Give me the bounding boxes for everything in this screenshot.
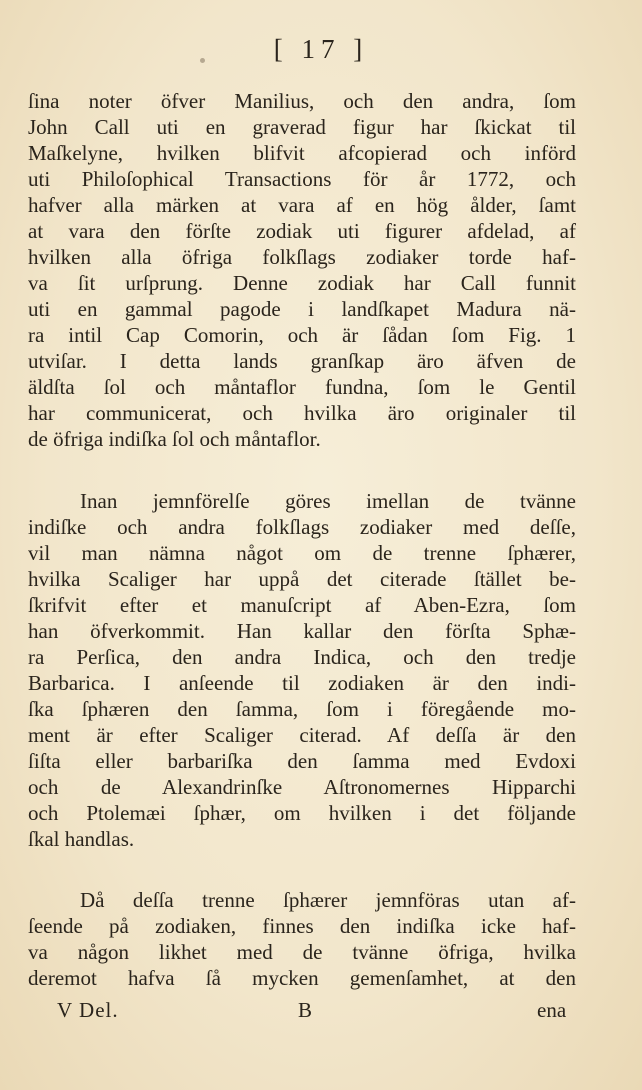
ink-speck	[200, 58, 205, 63]
page-footer	[0, 997, 642, 1023]
text-line: uti Philoſophical Transactions för år 1772, och	[28, 167, 576, 191]
text-line: och de Alexandrinſke Aſtronomernes Hipparchi	[28, 775, 576, 799]
paragraph-1	[28, 88, 576, 452]
signature-mark: B	[298, 998, 313, 1022]
text-line: va ſit urſprung. Denne zodiak har Call funnit	[28, 271, 576, 295]
text-line: John Call uti en graverad figur har ſkickat til	[28, 115, 576, 139]
text-line: hafver alla märken at vara af en hög ålder, ſamt	[28, 193, 576, 217]
text-line: hvilken alla öfriga folkſlags zodiaker torde haf-	[28, 245, 576, 269]
text-line: va någon likhet med de tvänne öfriga, hvilka	[28, 940, 576, 964]
text-line: Då deſſa trenne ſphærer jemnföras utan af-	[80, 888, 576, 912]
paragraph-3	[28, 887, 576, 991]
text-line: ſeende på zodiaken, finnes den indiſka icke haf-	[28, 914, 576, 938]
page-number-header: [ 17 ]	[273, 34, 369, 64]
text-line: ſiſta eller barbariſka den ſamma med Evdoxi	[28, 749, 576, 773]
text-line: at vara den förſte zodiak uti figurer afdelad, af	[28, 219, 576, 243]
text-line: han öfverkommit. Han kallar den förſta Sphæ-	[28, 619, 576, 643]
text-line: ſka ſphæren den ſamma, ſom i föregående mo-	[28, 697, 576, 721]
text-line: utviſar. I detta lands granſkap äro äfven de	[28, 349, 576, 373]
text-line: uti en gammal pagode i landſkapet Madura nä-	[28, 297, 576, 321]
text-line: Barbarica. I anſeende til zodiaken är den indi-	[28, 671, 576, 695]
catchword: ena	[537, 998, 567, 1022]
text-line: Inan jemnförelſe göres imellan de tvänne	[80, 489, 576, 513]
paragraph-2	[28, 488, 576, 852]
text-line: Maſkelyne, hvilken blifvit afcopierad och införd	[28, 141, 576, 165]
text-line: vil man nämna något om de trenne ſphærer,	[28, 541, 576, 565]
text-line: äldſta ſol och måntaflor fundna, ſom le Gentil	[28, 375, 576, 399]
text-line: ſkal handlas.	[28, 827, 135, 851]
text-line: ſina noter öfver Manilius, och den andra, ſom	[28, 89, 576, 113]
text-line: har communicerat, och hvilka äro originaler til	[28, 401, 576, 425]
text-line: ſkrifvit efter et manuſcript af Aben-Ezra, ſom	[28, 593, 576, 617]
text-line: de öfriga indiſka ſol och måntaflor.	[28, 427, 321, 451]
text-line: och Ptolemæi ſphær, om hvilken i det följande	[28, 801, 576, 825]
text-line: indiſke och andra folkſlags zodiaker med deſſe,	[28, 515, 576, 539]
text-line: ment är efter Scaliger citerad. Af deſſa är den	[28, 723, 576, 747]
text-line: deremot hafva ſå mycken gemenſamhet, at den	[28, 966, 576, 990]
text-line: hvilka Scaliger har uppå det citerade ſtället be-	[28, 567, 576, 591]
volume-signature: V Del.	[57, 998, 119, 1022]
text-line: ra Perſica, den andra Indica, och den tredje	[28, 645, 576, 669]
text-line: ra intil Cap Comorin, och är ſådan ſom Fig. 1	[28, 323, 576, 347]
